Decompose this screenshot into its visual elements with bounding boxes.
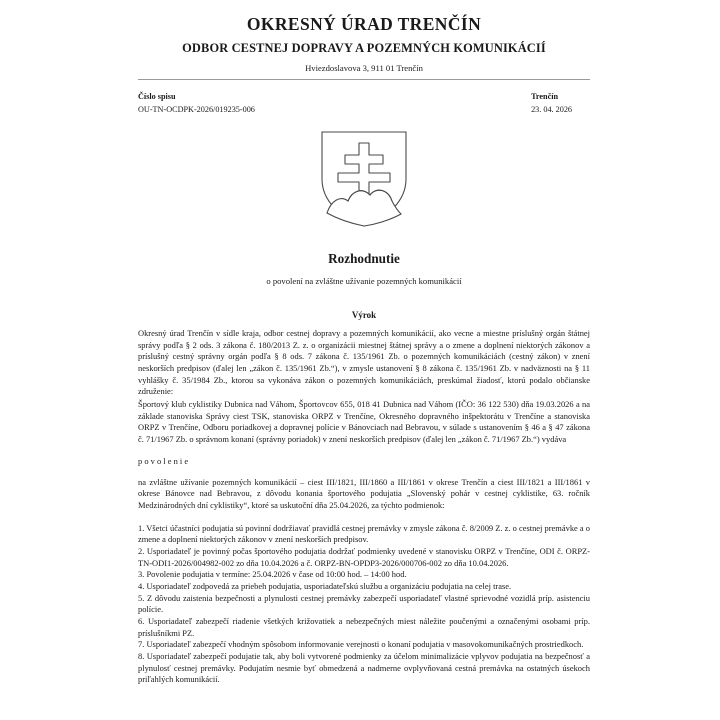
header-divider [138, 79, 590, 80]
list-item: 8. Usporiadateľ zabezpečí podujatie tak, aby boli vytvorené podmienky za účelom minimalizácie vplyvov podujatia na bezpečnosť a plynulosť cestnej premávky. Podujatím nesmie byť obmedzená a nadmerne ovplyvňovaná cestná premávka na ostatných úsekoch priľahlých komunikácií. [138, 650, 590, 685]
decision-keyword: povolenie [138, 455, 191, 466]
document-subtitle: o povolení na zvláštne užívanie pozemných komunikácií [266, 276, 462, 287]
section-heading-vyrok: Výrok [351, 310, 377, 321]
paragraph-applicant: Športový klub cyklistiky Dubnica nad Váhom, Športovcov 655, 018 41 Dubnica nad Váhom (IČO: 36 122 530) dňa 19.03.2026 a na základe stanoviska Správy ciest TSK, stanoviska ORPZ v Trenčíne, Okresného dopravného inšpektorátu v Trenčíne a stanoviska ORPZ v Trenčíne, Odboru poriadkovej a dopravnej polície v Bánovciach nad Bebravou, v súlade s ustanovením § 46 a § 47 zákona č. 71/1967 Zb. o správnom konaní (správny poriadok) v znení neskorších predpisov (ďalej len „zákon č. 71/1967 Zb.“) vydáva [138, 399, 590, 445]
list-item: 7. Usporiadateľ zabezpečí vhodným spôsobom informovanie verejnosti o konaní podujatia v masovokomunikačných prostriedkoch. [138, 639, 584, 650]
list-item: 5. Z dôvodu zaistenia bezpečnosti a plynulosti cestnej premávky zabezpečí usporiadateľ vlastné sprievodné vozidlá príp. asistenciu polície. [138, 592, 590, 615]
page-title: Rozhodnutie [328, 251, 400, 267]
file-number-block [138, 91, 255, 117]
place-label: Trenčín [531, 91, 559, 101]
file-number-label: Číslo spisu [138, 91, 176, 101]
paragraph-permit-scope: na zvláštne užívanie pozemných komunikácií – ciest III/1821, III/1860 a III/1861 v okrese Trenčín a ciest III/1821 a III/1861 v okrese Bánovce nad Bebravou, z dôvodu konania športového podujatia „Slovenský pohár v cestnej cyklistike, 63. ročník Medzinárodných dní cyklistiky“, ktoré sa uskutoční dňa 25.04.2026, za týchto podmienok: [138, 476, 590, 510]
file-number-value: OU-TN-OCDPK-2026/019235-006 [138, 105, 255, 115]
office-address: Hviezdoslavova 3, 911 01 Trenčín [305, 63, 423, 74]
place-date-block [531, 91, 590, 117]
list-item: 3. Povolenie podujatia v termíne: 25.04.2026 v čase od 10:00 hod. – 14:00 hod. [138, 569, 407, 580]
paragraph-authority: Okresný úrad Trenčín v sídle kraja, odbor cestnej dopravy a pozemných komunikácií, ako vecne a miestne príslušný orgán štátnej správy podľa § 2 ods. 3 zákona č. 180/2013 Z. z. o organizácii miestnej štátnej správy a o zmene a doplnení niektorých zákonov a príslušný cestný správny orgán podľa § 8 ods. 7 zákona č. 135/1961 Zb. o pozemných komunikáciách (cestný zákon) v znení neskorších predpisov (ďalej len „zákon č. 135/1961 Zb.“), v zmysle ustanovení § 8 zákona č. 135/1961 Zb. v nadväznosti na § 11 vyhlášky č. 35/1984 Zb., ktorou sa vykonáva zákon o pozemných komunikáciách, preskúmal žiadosť, ktorú podalo občianske združenie: [138, 328, 590, 397]
emblem-container [138, 129, 590, 229]
department-title: ODBOR CESTNEJ DOPRAVY A POZEMNÝCH KOMUNIKÁCIÍ [182, 41, 546, 56]
list-item: 2. Usporiadateľ je povinný počas športového podujatia dodržať podmienky uvedené v stanovisku ORPZ v Trenčíne, ODI č. ORPZ-TN-ODI1-2026/004982-002 zo dňa 10.04.2026 a č. ORPZ-BN-OPDP3-2026/000706-002 zo dňa 10.04.2026. [138, 545, 590, 568]
office-title: OKRESNÝ ÚRAD TRENČÍN [246, 14, 482, 34]
document-meta [138, 91, 590, 117]
list-item: 4. Usporiadateľ zodpovedá za priebeh podujatia, usporiadateľskú službu a organizáciu podujatia na celej trase. [138, 580, 512, 591]
list-item: 6. Usporiadateľ zabezpečí riadenie všetkých križovatiek a nebezpečných miest náležite poučenými a označenými osobami príp. príslušníkmi PZ. [138, 615, 590, 638]
slovak-coat-of-arms-icon [318, 129, 410, 229]
date-value: 23. 04. 2026 [531, 105, 572, 115]
conditions-list [138, 523, 590, 686]
list-item: 1. Všetci účastníci podujatia sú povinní dodržiavať pravidlá cestnej premávky v zmysle zákona č. 8/2009 Z. z. o cestnej premávke a o zmene a doplnení niektorých zákonov v znení neskorších predpisov. [138, 522, 590, 545]
